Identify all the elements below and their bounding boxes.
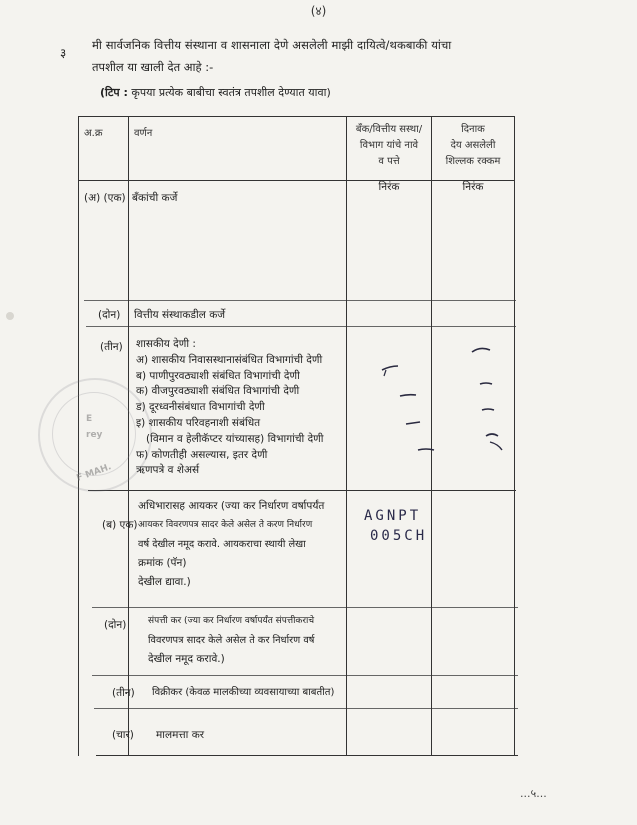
dash-mark [382,366,398,370]
header-serial: अ.क्र [84,128,103,139]
header-bank-line-2: विभाग यांचे नावे [359,140,419,151]
note [100,85,331,100]
row-b2-desc [148,612,348,669]
row-a1-serial: (अ) (एक) [84,192,126,204]
item-number: ३ [60,46,67,60]
row-a1-amount: निरंक [462,181,484,193]
header-bank-line-1: बँक/वित्तीय सस्था/ [355,124,423,135]
row-b2-line: विवरणपत्र सादर केले असेल ते कर निर्धारण वर्ष [148,635,315,646]
row-divider [84,300,516,301]
page-number: (४) [310,4,327,18]
row-b1-line: आयकर विवरणपत्र सादर केले असेल ते करण निर्धारण [138,520,313,530]
row-b3-serial: (तीन) [112,687,135,699]
row-a3-line: (विमान व हेलीकॅप्टर यांच्यासह) विभागांची देणी [146,432,324,445]
row-a3-line: अ) शासकीय निवासस्थानासंबंधित विभागांची देणी [136,353,323,366]
row-b3-desc: विक्रीकर (केवळ मालकीच्या व्यवसायाच्या बाबतीत) [152,687,335,698]
dash-mark [400,395,416,396]
row-divider [94,708,518,709]
row-b2-serial: (दोन) [104,619,127,631]
row-b2-line: संपत्ती कर (ज्या कर निर्धारण वर्षापर्यंत संपत्तीकराचे [148,616,315,626]
page-footer: ...५... [520,787,547,800]
dash-mark [482,409,494,410]
row-divider [92,607,518,608]
row-b1-line: देखील द्यावा.) [138,576,191,588]
header-description: वर्णन [134,128,153,139]
row-a2-serial: (दोन) [98,309,121,321]
note-label: (टिप : [100,86,128,99]
table-top-border [78,116,514,117]
row-divider [92,675,518,676]
row-a2-desc: वित्तीय संस्थाकडील कर्जे [134,309,226,321]
row-b4-serial: (चार) [112,729,134,741]
row-a3-line: ड) दूरध्वनीसंबंधात विभागांची देणी [136,401,265,414]
dash-mark [418,449,434,450]
row-divider [88,490,516,491]
row-a3-line: शासकीय देणी : [136,338,196,350]
row-b1-serial: (ब) एक) [102,519,138,531]
row-a3-line: क) वीजपुरवठ्याशी संबंधित विभागांची देणी [136,385,300,398]
dash-mark [472,348,490,352]
row-b4-desc: मालमत्ता कर [156,729,205,741]
row-a3-line: ब) पाणीपुरवठ्याशी संबंधित विभागांची देणी [136,369,300,382]
dash-mark [480,383,492,384]
row-a3-line: फ) कोणतीही असल्यास, इतर देणी [136,448,268,461]
intro-line-1: मी सार्वजनिक वित्तीय संस्थाना व शासनाला देणे असलेली माझी दायित्वे/थकबाकी यांचा [92,38,452,52]
row-a3-line: ऋणपत्रे व शेअर्स [136,464,200,477]
handwritten-dash-marks [346,326,516,490]
handwritten-pan-line-2: 005CH [370,528,428,544]
row-b1-line: क्रमांक (पॅन) [138,557,187,569]
header-bank-line-3: व पत्ते [378,156,400,167]
handwritten-pan-line-1: AGNPT [364,508,422,524]
row-b1-desc [138,497,348,592]
header-amount-line-2: देय असलेली [450,140,496,151]
header-amount-line-3: शिल्लक रक्कम [445,156,501,167]
row-a3-serial: (तीन) [100,341,123,353]
row-b1-line: अधिभारासह आयकर (ज्या कर निर्धारण वर्षापर्यंत [138,500,325,512]
dash-mark [384,370,386,376]
intro-line-2: तपशील या खाली देत आहे :- [92,60,214,74]
dash-mark [486,434,498,436]
dash-mark [406,422,420,424]
header-amount [431,122,515,170]
row-a3-line: इ) शासकीय परिवहनाशी संबंधित [136,416,261,429]
dash-mark [490,442,502,450]
header-bank [346,122,432,170]
header-amount-line-1: दिनाक [461,124,485,135]
row-a1-desc: बँकांची कर्जे [132,192,178,204]
stamp-text: E [86,414,93,424]
note-text: कृपया प्रत्येक बाबीचा स्वतंत्र तपशील देण्यात यावा) [131,86,331,99]
row-b1-line: वर्ष देखील नमूद करावे. आयकराचा स्थायी लेखा [138,539,306,550]
table-bottom-border [96,755,518,756]
official-stamp [38,378,152,492]
stamp-text: F MAH. [75,462,113,484]
stamp-text: rey [86,430,103,440]
punch-hole [6,312,14,320]
row-a1-bank: निरंक [378,181,400,193]
row-b2-line: देखील नमूद करावे.) [148,653,225,665]
row-a3-desc [136,337,348,479]
